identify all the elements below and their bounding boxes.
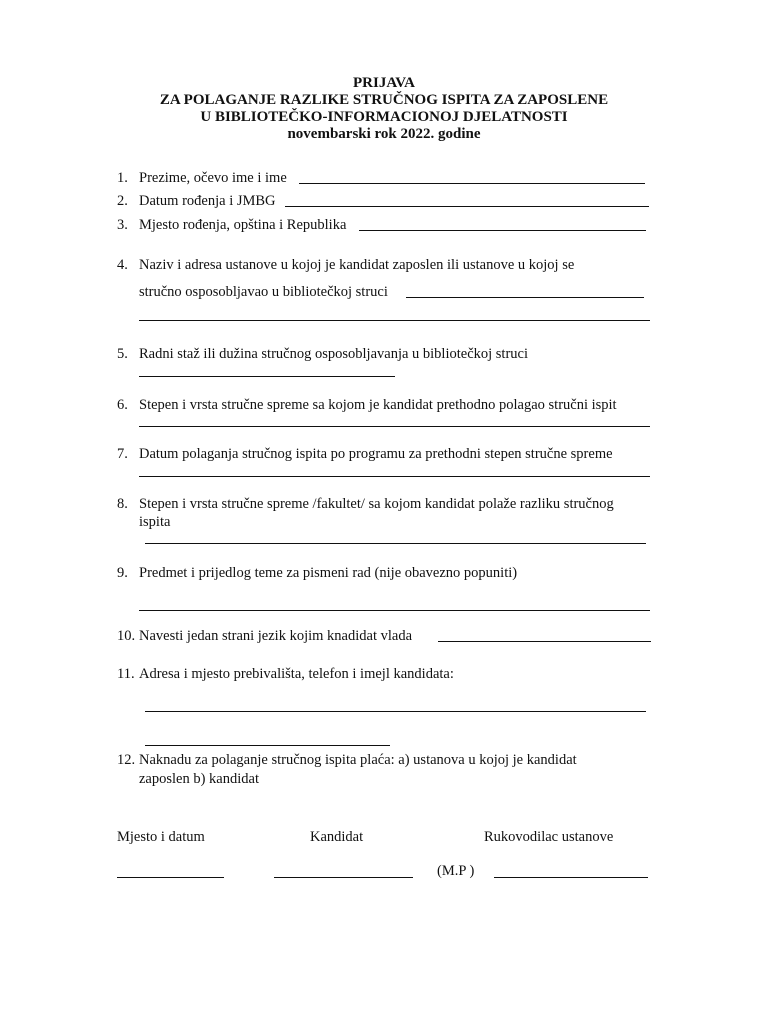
item-label-surname: Prezime, očevo ime i ime (139, 170, 287, 186)
item-label-birthplace: Mjesto rođenja, opština i Republika (139, 217, 347, 233)
fee-payer-field[interactable] (145, 745, 390, 746)
item-number: 8. (117, 496, 128, 512)
form-header (0, 75, 768, 143)
candidate-label: Kandidat (310, 829, 364, 845)
address-contact-field[interactable] (145, 711, 646, 712)
institution-field-line-2[interactable] (139, 320, 650, 321)
birthplace-field[interactable] (359, 230, 646, 231)
place-date-signature-line[interactable] (117, 877, 224, 878)
item-number: 7. (117, 446, 128, 462)
form-subtitle-line-2: U BIBLIOTEČKO-INFORMACIONOJ DJELATNOSTI (200, 109, 568, 125)
form-title: PRIJAVA (353, 75, 415, 91)
item-label-current-qualification-cont: ispita (139, 514, 171, 530)
item-number: 2. (117, 193, 128, 209)
previous-qualification-field[interactable] (139, 426, 650, 427)
thesis-topic-field[interactable] (139, 610, 650, 611)
item-label-institution-cont: stručno osposobljavao u bibliotečkoj struci (139, 284, 388, 300)
previous-exam-date-field[interactable] (139, 476, 650, 477)
item-label-work-experience: Radni staž ili dužina stručnog osposobljavanja u bibliotečkoj struci (139, 346, 529, 362)
form-subtitle-line-1: ZA POLAGANJE RAZLIKE STRUČNOG ISPITA ZA ZAPOSLENE (159, 92, 609, 108)
birthdate-field[interactable] (285, 206, 649, 207)
item-label-current-qualification: Stepen i vrsta stručne spreme /fakultet/ sa kojom kandidat polaže razliku stručnog (139, 496, 614, 512)
item-label-previous-qualification: Stepen i vrsta stručne spreme sa kojom je kandidat prethodno polagao stručni ispit (139, 397, 617, 413)
item-number: 11. (117, 666, 135, 682)
work-experience-field[interactable] (139, 376, 395, 377)
item-label-thesis-topic: Predmet i prijedlog teme za pismeni rad (nije obavezno popuniti) (139, 565, 518, 581)
item-label-birthdate: Datum rođenja i JMBG (139, 193, 276, 209)
manager-signature-line[interactable] (494, 877, 648, 878)
item-label-previous-exam-date: Datum polaganja stručnog ispita po programu za prethodni stepen stručne spreme (139, 446, 613, 462)
institution-field[interactable] (406, 297, 644, 298)
candidate-signature-line[interactable] (274, 877, 413, 878)
exam-term: novembarski rok 2022. godine (287, 126, 481, 142)
item-label-fee-payer-cont: zaposlen b) kandidat (139, 771, 259, 787)
item-number: 6. (117, 397, 128, 413)
foreign-language-field[interactable] (438, 641, 651, 642)
item-label-institution: Naziv i adresa ustanove u kojoj je kandidat zaposlen ili ustanove u kojoj se (139, 257, 575, 273)
surname-field[interactable] (299, 183, 645, 184)
stamp-placeholder: (M.P ) (437, 863, 475, 879)
item-number: 1. (117, 170, 128, 186)
current-qualification-field[interactable] (145, 543, 646, 544)
item-number: 4. (117, 257, 128, 273)
item-label-fee-payer: Naknadu za polaganje stručnog ispita plaća: a) ustanova u kojoj je kandidat (139, 752, 577, 768)
item-number: 5. (117, 346, 128, 362)
item-number: 3. (117, 217, 128, 233)
item-number: 10. (117, 628, 136, 644)
place-date-label: Mjesto i datum (117, 829, 205, 845)
item-label-foreign-language: Navesti jedan strani jezik kojim knadidat vlada (139, 628, 413, 644)
manager-label: Rukovodilac ustanove (484, 829, 614, 845)
item-number: 9. (117, 565, 128, 581)
item-number: 12. (117, 752, 136, 768)
item-label-address-contact: Adresa i mjesto prebivališta, telefon i imejl kandidata: (139, 666, 454, 682)
